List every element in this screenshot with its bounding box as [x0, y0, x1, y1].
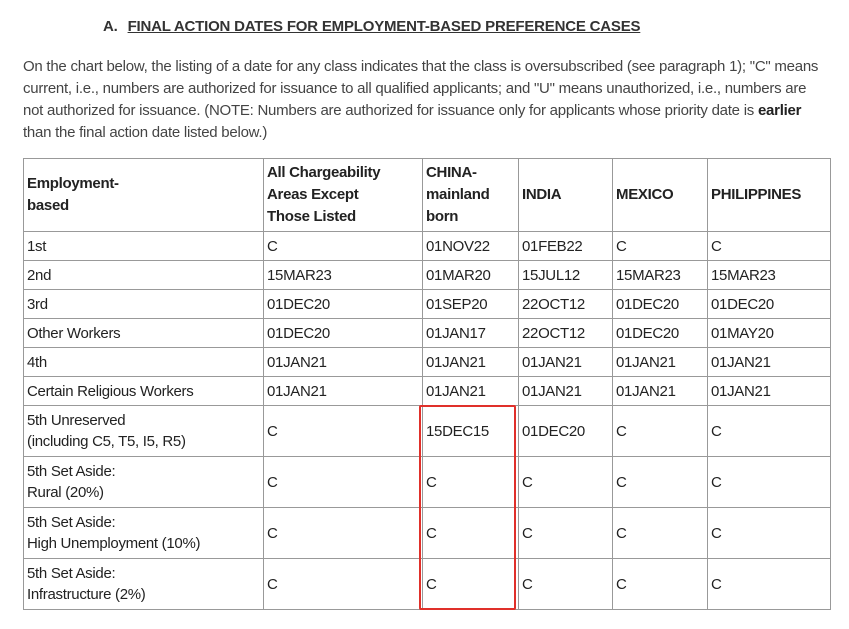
table-cell: 15MAR23 — [613, 261, 708, 290]
header-line: Areas Except — [267, 186, 359, 203]
table-cell: C — [708, 232, 831, 261]
header-employment-based — [24, 159, 264, 232]
table-cell: 01JAN21 — [264, 377, 423, 406]
table-cell: C — [519, 559, 613, 610]
section-title: FINAL ACTION DATES FOR EMPLOYMENT-BASED PREFERENCE CASES — [127, 18, 641, 35]
table-cell: 01JAN21 — [613, 377, 708, 406]
table-cell: C — [264, 559, 423, 610]
header-line: CHINA- — [426, 164, 477, 181]
table-cell: C — [708, 559, 831, 610]
table-cell: 01DEC20 — [519, 406, 613, 457]
intro-emphasis: earlier — [757, 102, 802, 119]
table-cell: 15JUL12 — [519, 261, 613, 290]
row-label — [24, 508, 264, 559]
table-cell: 22OCT12 — [519, 290, 613, 319]
intro-text-after: than the final action date listed below.) — [23, 124, 268, 141]
section-letter: A. — [103, 18, 118, 35]
header-line: based — [27, 197, 69, 214]
table-cell: 01JAN21 — [519, 377, 613, 406]
table-row — [24, 348, 831, 377]
table-cell: 01NOV22 — [423, 232, 519, 261]
table-cell: 01FEB22 — [519, 232, 613, 261]
table-cell: C — [613, 457, 708, 508]
header-line: Those Listed — [267, 208, 356, 225]
row-label — [24, 457, 264, 508]
table-cell: 01JAN21 — [708, 348, 831, 377]
header-line: mainland — [426, 186, 490, 203]
table-row — [24, 377, 831, 406]
table-cell: C — [264, 457, 423, 508]
table-cell: 01JAN21 — [423, 377, 519, 406]
row-label-line: Infrastructure (2%) — [27, 586, 146, 603]
table-row — [24, 290, 831, 319]
table-cell: 01SEP20 — [423, 290, 519, 319]
row-label: 2nd — [24, 261, 264, 290]
row-label-line: 5th Set Aside: — [27, 514, 116, 531]
table-cell: 01JAN21 — [423, 348, 519, 377]
section-heading — [103, 18, 640, 35]
row-label-line: High Unemployment (10%) — [27, 535, 201, 552]
table-cell: 01JAN21 — [264, 348, 423, 377]
header-line: MEXICO — [616, 186, 674, 203]
table-cell: 01MAY20 — [708, 319, 831, 348]
row-label-line: 5th Set Aside: — [27, 463, 116, 480]
table-cell: C — [264, 406, 423, 457]
china-eb5-highlight-box — [419, 405, 516, 610]
header-china — [423, 159, 519, 232]
table-cell: C — [519, 457, 613, 508]
header-line: Employment- — [27, 175, 119, 192]
row-label-line: (including C5, T5, I5, R5) — [27, 433, 186, 450]
header-line: PHILIPPINES — [711, 186, 802, 203]
table-cell: C — [708, 406, 831, 457]
header-mexico — [613, 159, 708, 232]
header-line: born — [426, 208, 459, 225]
table-cell: 01JAN17 — [423, 319, 519, 348]
row-label — [24, 559, 264, 610]
header-line: INDIA — [522, 186, 562, 203]
header-india — [519, 159, 613, 232]
table-cell: C — [264, 232, 423, 261]
table-cell: C — [613, 508, 708, 559]
table-cell: 15MAR23 — [264, 261, 423, 290]
table-cell: C — [613, 232, 708, 261]
header-philippines — [708, 159, 831, 232]
table-cell: 22OCT12 — [519, 319, 613, 348]
table-cell: 01MAR20 — [423, 261, 519, 290]
table-cell: C — [423, 508, 519, 559]
intro-text-before: On the chart below, the listing of a date for any class indicates that the class is oversubscribed (see paragraph 1); "C" means current, i.e., numbers are authorized for issuance to all qualified applicants; and "U" means unauthorized, i.e., numbers are not authorized for issuance. (NOTE: Numbers are authorized for issuance only for applicants whose priority date is — [23, 58, 819, 119]
table-cell: C — [519, 508, 613, 559]
table-row — [24, 261, 831, 290]
row-label: 3rd — [24, 290, 264, 319]
row-label-line: Rural (20%) — [27, 484, 104, 501]
row-label: Certain Religious Workers — [24, 377, 264, 406]
table-cell: 01DEC20 — [613, 319, 708, 348]
table-cell: C — [264, 508, 423, 559]
row-label-line: 5th Set Aside: — [27, 565, 116, 582]
table-cell: C — [423, 559, 519, 610]
table-cell: 01JAN21 — [708, 377, 831, 406]
header-all-chargeability — [264, 159, 423, 232]
table-cell: 15DEC15 — [423, 406, 519, 457]
table-cell: 01JAN21 — [613, 348, 708, 377]
row-label — [24, 406, 264, 457]
table-cell: 01JAN21 — [519, 348, 613, 377]
table-cell: 01DEC20 — [264, 290, 423, 319]
row-label: Other Workers — [24, 319, 264, 348]
row-label-line: 5th Unreserved — [27, 412, 126, 429]
table-cell: 01DEC20 — [613, 290, 708, 319]
table-cell: C — [613, 559, 708, 610]
table-cell: C — [708, 508, 831, 559]
table-cell: C — [423, 457, 519, 508]
table-row — [24, 232, 831, 261]
table-header-row — [24, 159, 831, 232]
row-label: 1st — [24, 232, 264, 261]
intro-paragraph — [23, 56, 829, 144]
row-label: 4th — [24, 348, 264, 377]
table-cell: C — [708, 457, 831, 508]
table-cell: 01DEC20 — [708, 290, 831, 319]
table-cell: C — [613, 406, 708, 457]
table-cell: 15MAR23 — [708, 261, 831, 290]
table-row — [24, 319, 831, 348]
table-cell: 01DEC20 — [264, 319, 423, 348]
header-line: All Chargeability — [267, 164, 381, 181]
